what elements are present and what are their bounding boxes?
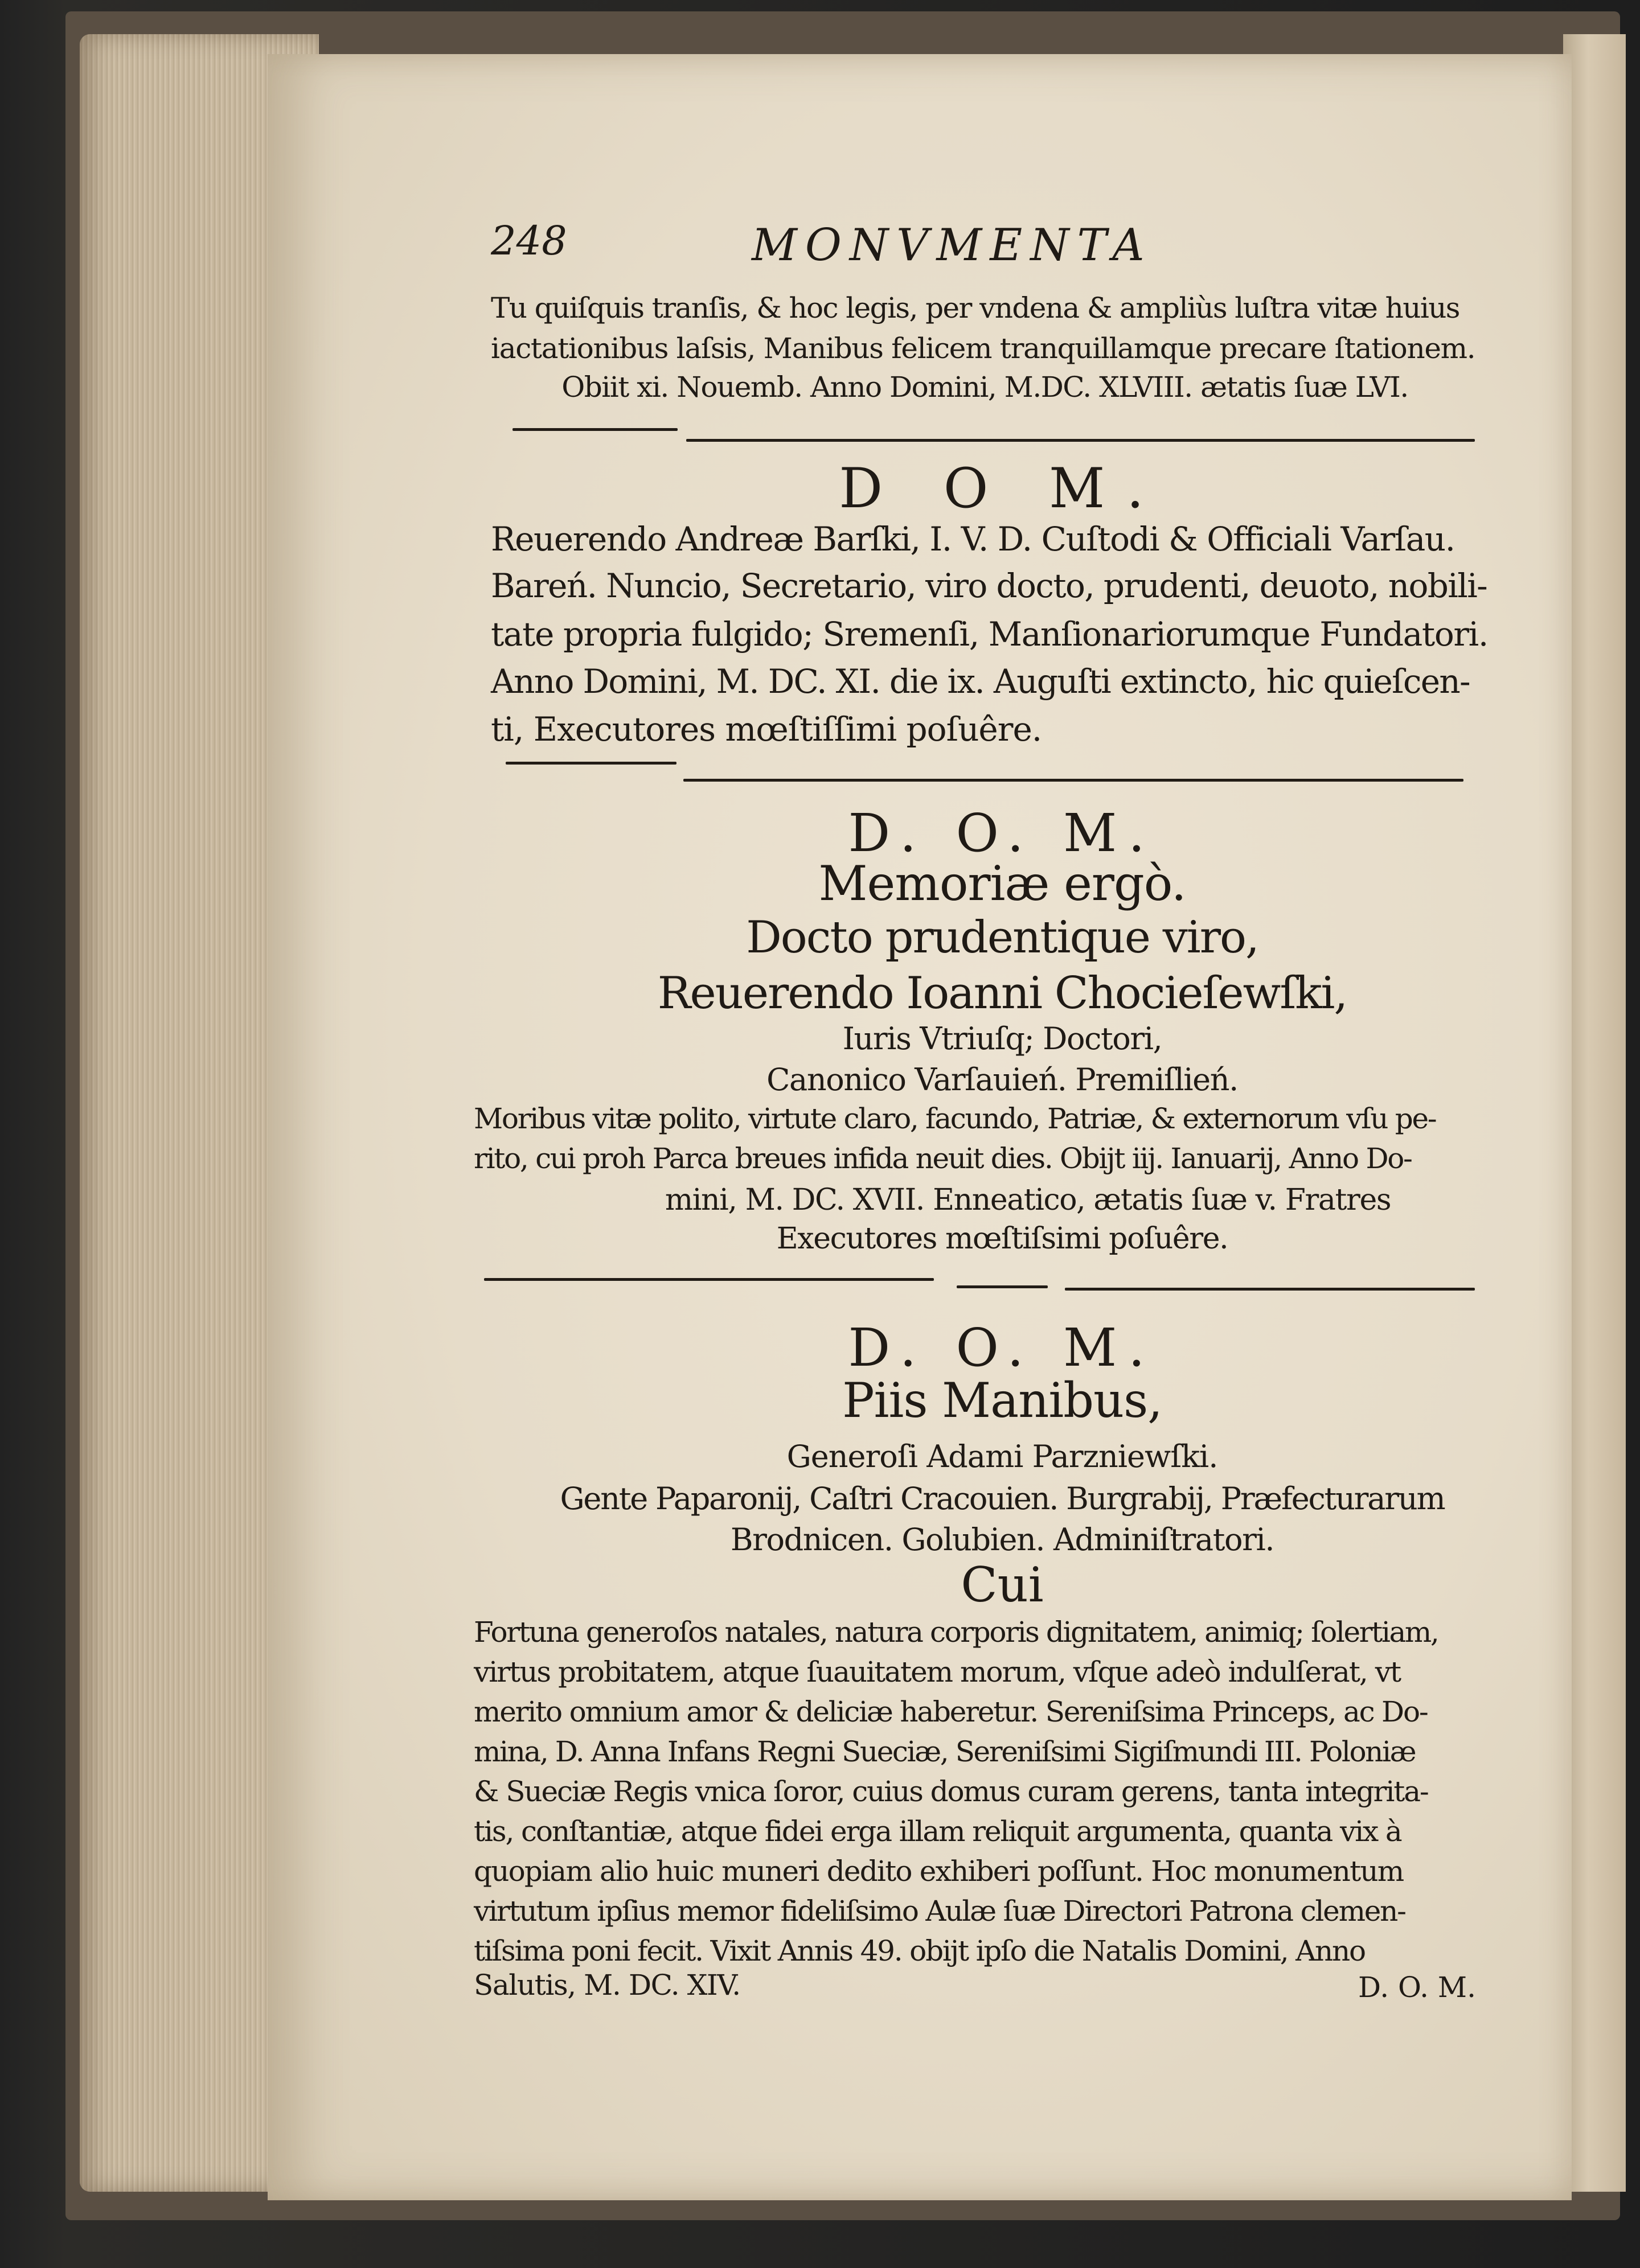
epitaph-4-line-1: Fortuna generoſos natales, natura corporis dignitatem, animiq; ſolertiam, [474, 1616, 1438, 1649]
epitaph-4-line-8: virtutum ipſius memor fideliſsimo Aulæ ſuæ Directori Patrona clemen- [474, 1895, 1405, 1928]
epitaph-4-line-6: tis, conſtantiæ, atque fidei erga illam reliquit argumenta, quanta vix à [474, 1815, 1401, 1848]
epitaph-4-line-5: & Sueciæ Regis vnica ſoror, cuius domus curam gerens, tanta integrita- [474, 1775, 1428, 1808]
epitaph-3-line-3: mini, M. DC. XVII. Enneatico, ætatis ſuæ v. Fratres [665, 1183, 1391, 1217]
divider-rule [686, 439, 1475, 442]
epitaph-2-heading: D O M. [839, 457, 1166, 520]
epitaph-1-line-2: iactationibus laſsis, Manibus felicem tranquillamque precare ſtationem. [491, 332, 1475, 365]
epitaph-4-line-7: quopiam alio huic muneri dedito exhiberi poſſunt. Hoc monumentum [474, 1855, 1404, 1888]
catchword: D. O. M. [1358, 1971, 1476, 2004]
divider-rule [484, 1278, 934, 1281]
epitaph-3-line-2: rito, cui proh Parca breues infida neuit dies. Obijt iij. Ianuarij, Anno Do- [474, 1142, 1412, 1175]
epitaph-4-cui: Cui [961, 1557, 1044, 1613]
epitaph-3-title-line-2: Reuerendo Ioanni Chocieſewſki, [657, 968, 1347, 1019]
epitaph-4-heading: D. O. M. [848, 1317, 1157, 1378]
epitaph-1-line-3: Obiit xi. Nouemb. Anno Domini, M.DC. XLVIII. ætatis ſuæ LVI. [561, 371, 1408, 404]
divider-rule [512, 428, 678, 431]
page-number: 248 [491, 217, 567, 264]
epitaph-3-title-line-1: Docto prudentique viro, [746, 912, 1258, 963]
running-title: MONVMENTA [752, 220, 1153, 271]
epitaph-3-subline-1: Iuris Vtriuſq; Doctori, [842, 1021, 1162, 1057]
epitaph-3-line-4: Executores mœſtiſsimi poſuêre. [776, 1222, 1228, 1256]
epitaph-3-line-1: Moribus vitæ polito, virtute claro, facundo, Patriæ, & externorum vſu pe- [474, 1102, 1436, 1135]
epitaph-2-line-3: tate propria fulgido; Sremenſi, Manſionariorumque Fundatori. [491, 615, 1488, 654]
epitaph-2-line-1: Reuerendo Andreæ Barſki, I. V. D. Cuſtodi & Officiali Varſau. [491, 520, 1455, 558]
epitaph-4-subline-3: Brodnicen. Golubien. Adminiſtratori. [730, 1522, 1274, 1558]
epitaph-2-line-2: Bareń. Nuncio, Secretario, viro docto, prudenti, deuoto, nobili- [491, 566, 1487, 605]
epitaph-4-line-10: Salutis, M. DC. XIV. [474, 1969, 740, 2002]
divider-rule [957, 1285, 1048, 1288]
epitaph-4-subline-1: Generoſi Adami Parzniewſki. [786, 1439, 1218, 1474]
epitaph-1-line-1: Tu quiſquis tranſis, & hoc legis, per vndena & ampliùs luſtra vitæ huius [491, 291, 1459, 324]
divider-rule [506, 762, 676, 765]
epitaph-4-line-3: merito omnium amor & deliciæ haberetur. Sereniſsima Princeps, ac Do- [474, 1695, 1428, 1728]
divider-rule [1065, 1288, 1475, 1291]
epitaph-3-heading: D. O. M. [848, 803, 1157, 864]
divider-rule [683, 779, 1463, 782]
epitaph-4-subline-2: Gente Paparonij, Caſtri Cracouien. Burgrabij, Præfecturarum [560, 1481, 1445, 1517]
epitaph-2-line-4: Anno Domini, M. DC. XI. die ix. Auguſti extincto, hic quieſcen- [491, 662, 1470, 701]
epitaph-4-line-2: virtus probitatem, atque ſuauitatem morum, vſque adeò indulſerat, vt [474, 1655, 1401, 1688]
epitaph-4-subheading: Piis Manibus, [842, 1373, 1162, 1428]
epitaph-4-line-9: tiſsima poni fecit. Vixit Annis 49. obijt ipſo die Natalis Domini, Anno [474, 1934, 1365, 1967]
epitaph-3-subline-2: Canonico Varſauień. Premiſlień. [766, 1062, 1238, 1098]
next-page-edge [1563, 34, 1626, 2192]
epitaph-2-line-5: ti, Executores mœſtiſſimi poſuêre. [491, 710, 1042, 749]
epitaph-4-line-4: mina, D. Anna Infans Regni Sueciæ, Sereniſsimi Sigiſmundi III. Poloniæ [474, 1735, 1416, 1768]
epitaph-3-subheading: Memoriæ ergò. [818, 856, 1186, 911]
